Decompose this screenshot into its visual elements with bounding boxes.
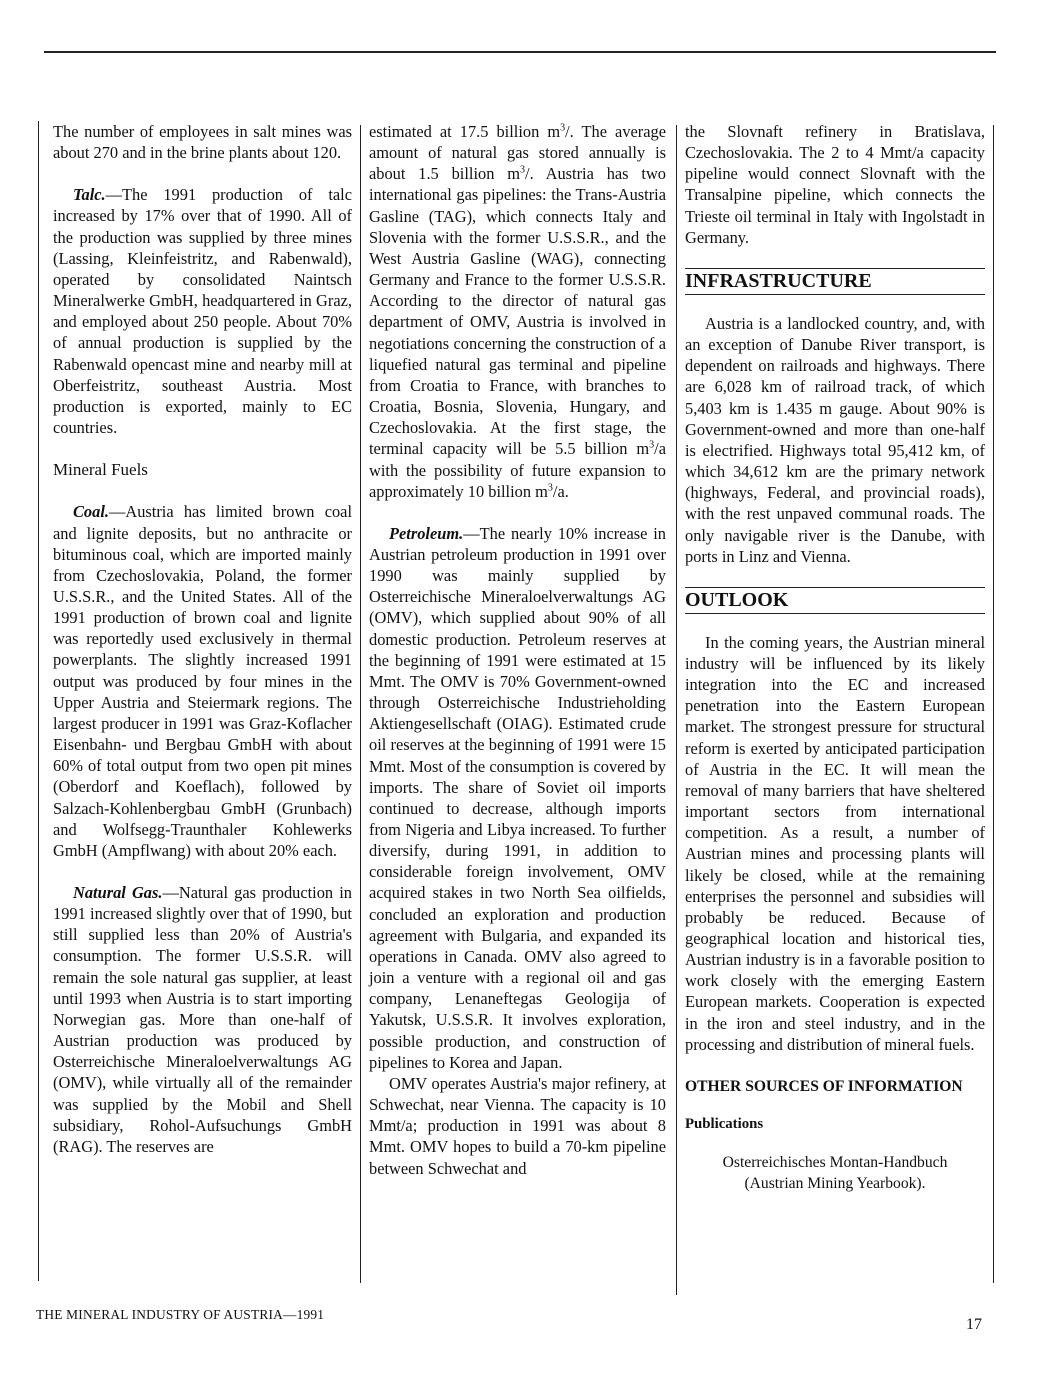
superscript-3: 3 (547, 482, 553, 494)
natural-gas-text: —Natural gas production in 1991 increased slightly over that of 1990, but still supplied less than 20% of Austria's consumption. The former U.S.S.R. will remain the sole natural gas supplier, at least until 1993 when Austria is to start importing Norwegian gas. More than one-half of Austrian production was produced by Osterreichische Mineraloelverwaltungs AG (OMV), while virtually all of the remainder was supplied by the Mobil and Shell subsidiary, Rohol-Aufsuchungs GmbH (RAG). The reserves are (53, 883, 352, 1156)
gas-text-e: /a. (552, 481, 569, 501)
coal-paragraph (53, 501, 352, 861)
salt-mines-paragraph: The number of employees in salt mines was about 270 and in the brine plants about 120. (53, 122, 352, 163)
mineral-fuels-heading: Mineral Fuels (53, 460, 148, 480)
talc-subheading: Talc. (73, 185, 106, 205)
running-footer-title: THE MINERAL INDUSTRY OF AUSTRIA—1991 (36, 1307, 325, 1322)
coal-subheading: Coal. (73, 502, 109, 522)
outlook-paragraph: In the coming years, the Austrian mineral industry will be influenced by its likely integration into the EC and increased penetration into the Eastern European market. The strongest pressure for structural reform is exerted by anticipated participation of Austria in the EC. It will mean the removal of many barriers that have sheltered important sectors from international competition. As a result, a number of Austrian mines and processing plants will likely be closed, while at the remaining enterprises the personnel and subsidies will probably be reduced. Because of geographical location and historical ties, Austrian industry is in a favorable position to work closely with the emerging Eastern European markets. Cooperation is expected in the iron and steel industry, and in the processing and distribution of mineral fuels. (685, 632, 985, 1054)
outlook-heading: OUTLOOK (685, 587, 985, 614)
coal-text: —Austria has limited brown coal and lignite deposits, but no anthracite or bituminous coal, which are imported mainly from Czechoslovakia, Poland, the former U.S.S.R., and the United States. All of the 1991 production of brown coal and lignite was reportedly used exclusively in thermal powerplants. The slightly increased 1991 output was produced by four mines in the Upper Austria and Steiermark regions. The largest producer in 1991 was Graz-Koflacher Eisenbahn- und Bergbau GmbH with about 60% of total output from two open pit mines (Oberdorf and Koeflach), followed by Salzach-Kohlenbergbau GmbH (Grunbach) and Wolfsegg-Traunthaler Kohlewerks GmbH (Ampflwang) with about 20% each. (53, 502, 352, 860)
page-number: 17 (966, 1316, 982, 1333)
natural-gas-paragraph (53, 882, 352, 1157)
infrastructure-paragraph: Austria is a landlocked country, and, with an exception of Danube River transport, is dependent on railroads and highways. There are 6,028 km of railroad track, of which 5,403 km is 1.435 m gauge. About 90% is Government-owned and more than one-half is electrified. Highways total 95,412 km, of which 34,612 km are the primary network (highways, Federal, and provincial roads), with the rest unpaved communal roads. The only navigable river is the Danube, with ports in Linz and Vienna. (685, 313, 985, 566)
gas-text-a: estimated at 17.5 billion m (369, 122, 561, 141)
slovnaft-paragraph: the Slovnaft refinery in Bratislava, Czechoslovakia. The 2 to 4 Mmt/a capacity pipeline would connect Slovnaft with the Transalpine pipeline, which connects the Trieste oil terminal in Italy with Ingolstadt in Germany. (685, 122, 985, 247)
infrastructure-heading: INFRASTRUCTURE (685, 268, 985, 295)
publication-title: Osterreichisches Montan-Handbuch (722, 1154, 948, 1172)
omv-refinery-paragraph: OMV operates Austria's major refinery, at Schwechat, near Vienna. The capacity is 10 Mmt/a; production in 1991 was about 8 Mmt. OMV hopes to build a 70-km pipeline between Schwechat and (369, 1073, 666, 1178)
column-2 (369, 121, 666, 1179)
top-rule (44, 51, 996, 53)
column-1 (53, 121, 352, 1157)
column-rule-mid-1 (360, 125, 361, 1283)
column-rule-left (38, 121, 39, 1281)
gas-text-d: /a with the possibility of future expansion to approximately 10 billion m (369, 439, 666, 501)
column-rule-right (993, 125, 994, 1283)
superscript-3: 3 (649, 439, 655, 451)
publication-subtitle: (Austrian Mining Yearbook). (744, 1175, 926, 1193)
natural-gas-subheading: Natural Gas. (73, 883, 163, 902)
other-sources-heading: OTHER SOURCES OF INFORMATION (685, 1077, 963, 1095)
column-3 (685, 121, 985, 1195)
petroleum-paragraph (369, 523, 666, 1073)
gas-reserves-paragraph (369, 121, 666, 502)
talc-text: —The 1991 production of talc increased by 17% over that of 1990. All of the production was supplied by three mines (Lassing, Kleinfeistritz, and Rabenwald), operated by consolidated Naintsch Mineralwerke GmbH, headquartered in Graz, and employed about 250 people. About 70% of annual production is supplied by the Rabenwald opencast mine and nearby mill at Oberfeistritz, southeast Austria. Most production is exported, mainly to EC countries. (53, 185, 352, 438)
publication-entry (685, 1152, 985, 1194)
publications-heading: Publications (685, 1116, 764, 1133)
petroleum-subheading: Petroleum. (389, 523, 464, 543)
gas-text-c: /. Austria has two international gas pipelines: the Trans-Austria Gasline (TAG), which connects Italy and Slovenia with the former U.S.S.R., and the West Austria Gasline (WAG), connecting Germany and France to the former U.S.S.R. According to the director of natural gas department of OMV, Austria is involved in negotiations concerning the construction of a liquefied natural gas terminal and pipeline from Croatia to France, with branches to Croatia, Bosnia, Slovenia, Hungary, and Czechoslovakia. At the first stage, the terminal capacity will be 5.5 billion m (369, 164, 666, 459)
talc-paragraph (53, 184, 352, 438)
superscript-3: 3 (560, 122, 566, 134)
petroleum-text: —The nearly 10% increase in Austrian petroleum production in 1991 over 1990 was mainly supplied by Osterreichische Mineraloelverwaltungs AG (OMV), which supplied about 90% of all domestic production. Petroleum reserves at the beginning of 1991 were estimated at 15 Mmt. The OMV is 70% Government-owned through Osterreichische Industrieholding Aktiengesellschaft (OIAG). Estimated crude oil reserves at the beginning of 1991 were 15 Mmt. Most of the consumption is covered by imports. The share of Soviet oil imports continued to decrease, although imports from Nigeria and Libya increased. To further diversify, during 1991, in addition to considerable foreign involvement, OMV acquired stakes in two North Sea oilfields, concluded an exploration and production agreement with Bulgaria, and expanded its operations in Canada. OMV also agreed to join a venture with a regional oil and gas company, Lenaneftegas Geologija of Yakutsk, U.S.S.R. It involves exploration, possible production, and construction of pipelines to Korea and Japan. (369, 523, 666, 1072)
column-rule-mid-2 (676, 125, 677, 1295)
gas-text-b: /. The average amount of natural gas stored annually is about 1.5 billion m (369, 122, 667, 184)
superscript-3: 3 (520, 164, 526, 176)
